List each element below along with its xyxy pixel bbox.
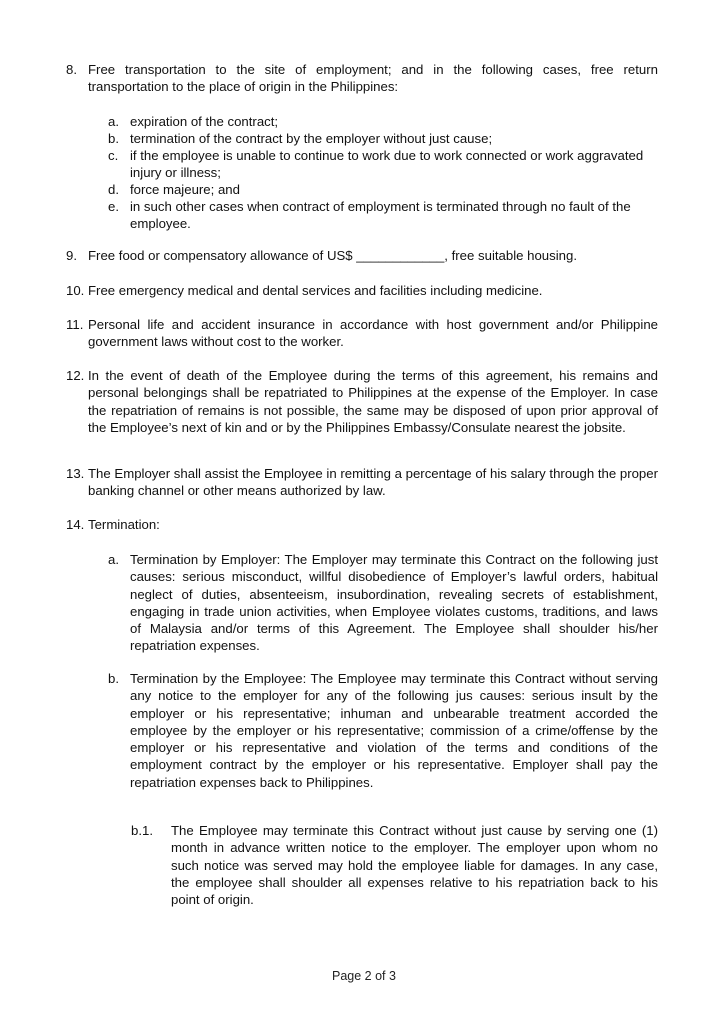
sub-item-letter: b. (108, 671, 119, 686)
sub-item-text: in such other cases when contract of employment is terminated through no fault of the employee. (130, 199, 631, 232)
sub-item-text: termination of the contract by the employer without just cause; (130, 131, 493, 146)
clause-8-item-e (108, 198, 658, 233)
clause-8-item-b (108, 130, 658, 147)
clause-9 (66, 247, 658, 264)
clause-14-item-a (108, 551, 658, 655)
page-number: Page 2 of 3 (332, 969, 396, 983)
clause-14-item-b (108, 670, 658, 791)
sub-item-number: b.1. (131, 823, 153, 838)
clause-text: Free transportation to the site of employment; and in the following cases, free return transportation to the place of origin in the Philippines: (88, 62, 658, 95)
sub-item-text: if the employee is unable to continue to work due to work connected or work aggravated injury or illness; (130, 148, 644, 181)
clause-10 (66, 282, 658, 299)
clause-14 (66, 516, 658, 533)
clause-8-item-d (108, 181, 658, 198)
sub-item-text: The Employee may terminate this Contract without just cause by serving one (1) month in advance written notice to the employer. The employer upon whom no such notice was served may hold the employee liable for damages. In any case, the employee shall shoulder all expenses relative to his repatriation back to his point of origin. (171, 823, 658, 908)
sub-item-letter: e. (108, 199, 119, 214)
sub-item-text: expiration of the contract; (130, 114, 279, 129)
sub-item-letter: a. (108, 552, 119, 567)
sub-item-text: Termination by the Employee: The Employee may terminate this Contract without serving any notice to the employer for any of the following jus causes: serious insult by the employer or his representative; inhuman and unbearable treatment accorded the employee by the employer or his representative; commission of a crime/offense by the employer or his representative and violation of the terms and conditions of the employment contract by the employer or his representative. Employer shall pay the repatriation expenses back to Philippines. (130, 671, 658, 790)
clause-13 (66, 465, 658, 500)
clause-8-item-a (108, 113, 658, 130)
sub-item-letter: a. (108, 114, 119, 129)
sub-item-text: force majeure; and (130, 182, 240, 197)
clause-11 (66, 316, 658, 351)
clause-text: Termination: (88, 517, 160, 532)
clause-number: 14. (66, 517, 85, 532)
clause-8 (66, 61, 658, 96)
clause-text: Free emergency medical and dental services and facilities including medicine. (88, 283, 543, 298)
sub-item-text: Termination by Employer: The Employer may terminate this Contract on the following just causes: serious misconduct, willful disobedience of Employer’s lawful orders, habitual neglect of duties, absenteeism, insubordination, revealing secrets of establishment, engaging in trade union activities, when Employee violates customs, traditions, and laws of Malaysia and/or terms of this Agreement. The Employee shall shoulder his/her repatriation expenses. (130, 552, 658, 654)
clause-12 (66, 367, 658, 436)
sub-item-letter: d. (108, 182, 119, 197)
clause-8-item-c (108, 147, 658, 182)
clause-text: In the event of death of the Employee during the terms of this agreement, his remains and personal belongings shall be repatriated to Philippines at the expense of the Employer. In case the repatriation of remains is not possible, the same may be disposed of upon prior approval of the Employee’s next of kin and or by the Philippines Embassy/Consulate nearest the jobsite. (88, 368, 658, 435)
clause-text: Free food or compensatory allowance of US$ ____________, free suitable housing. (88, 248, 577, 263)
clause-number: 9. (66, 248, 77, 263)
clause-number: 11. (66, 317, 84, 332)
clause-number: 13. (66, 466, 85, 481)
clause-14-item-b1 (131, 822, 658, 908)
sub-item-letter: c. (108, 148, 119, 163)
clause-text: The Employer shall assist the Employee in remitting a percentage of his salary through the proper banking channel or other means authorized by law. (88, 466, 658, 499)
clause-number: 12. (66, 368, 85, 383)
clause-text: Personal life and accident insurance in accordance with host government and/or Philippine government laws without cost to the worker. (88, 317, 658, 350)
clause-number: 10. (66, 283, 85, 298)
clause-number: 8. (66, 62, 77, 77)
sub-item-letter: b. (108, 131, 119, 146)
